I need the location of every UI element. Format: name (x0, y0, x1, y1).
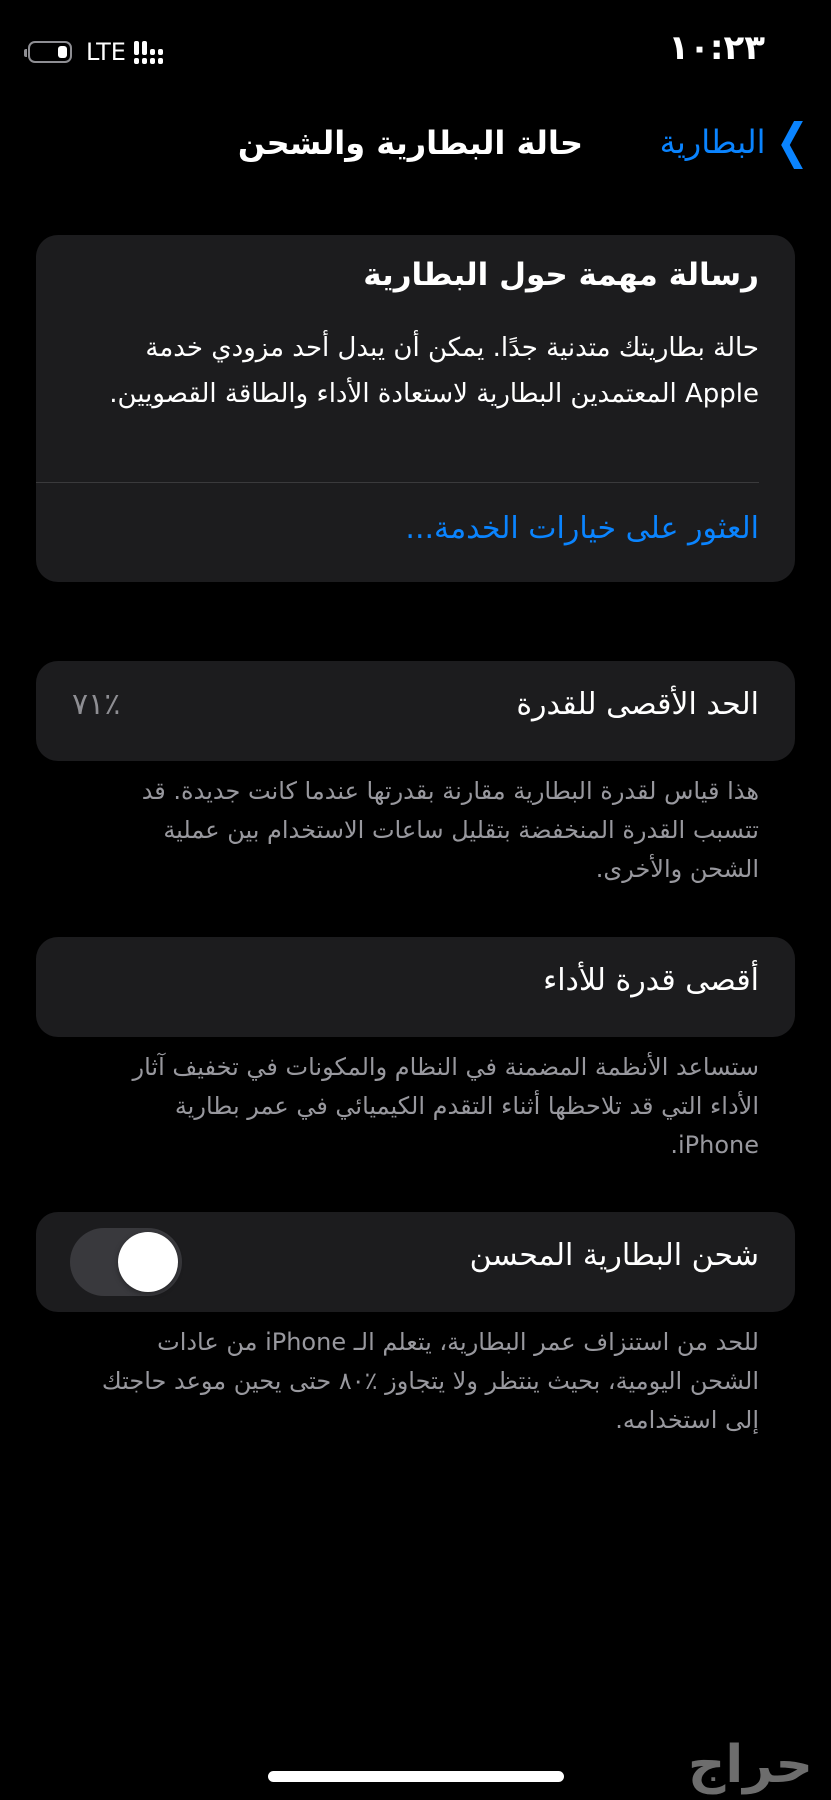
battery-icon (28, 41, 72, 63)
maximum-capacity-value: ٪٧١ (72, 687, 121, 722)
maximum-capacity-label: الحد الأقصى للقدرة (516, 687, 759, 722)
maximum-capacity-row (36, 661, 795, 761)
status-indicators (28, 38, 163, 66)
message-body: حالة بطاريتك متدنية جدًا. يمكن أن يبدل أحد مزودي خدمة Apple المعتمدين البطارية لاستعادة الأداء والطاقة القصويين. (109, 333, 759, 409)
divider (36, 482, 759, 483)
important-message-card (36, 235, 795, 582)
status-time: ١٠:٢٣ (668, 28, 765, 68)
haraj-watermark-logo: حراج (687, 1735, 813, 1795)
home-indicator[interactable] (268, 1771, 564, 1782)
battery-cap (24, 49, 27, 57)
peak-performance-row (36, 937, 795, 1037)
chevron-back-icon: ❯ (775, 114, 809, 170)
message-title: رسالة مهمة حول البطارية (363, 257, 759, 293)
signal-strength-icon (134, 40, 163, 64)
find-service-options-link[interactable]: العثور على خيارات الخدمة... (405, 511, 759, 546)
maximum-capacity-footer: هذا قياس لقدرة البطارية مقارنة بقدرتها عندما كانت جديدة. قد تتسبب القدرة المنخفضة بتقليل ساعات الاستخدام بين عملية الشحن والأخرى. (141, 777, 759, 883)
optimized-charging-toggle[interactable] (70, 1228, 182, 1296)
page-title: حالة البطارية والشحن (237, 124, 583, 162)
peak-performance-label: أقصى قدرة للأداء (543, 963, 759, 998)
back-label: البطارية (659, 123, 766, 161)
toggle-knob (118, 1232, 178, 1292)
optimized-charging-label: شحن البطارية المحسن (469, 1238, 759, 1273)
optimized-charging-row (36, 1212, 795, 1312)
status-bar (0, 0, 831, 100)
network-type: LTE (86, 38, 126, 66)
navigation-bar (0, 114, 831, 178)
battery-level (58, 46, 67, 58)
optimized-charging-footer: للحد من استنزاف عمر البطارية، يتعلم الـ iPhone من عادات الشحن اليومية، بحيث ينتظر ولا يتجاوز ٪٨٠ حتى يحين موعد حاجتك إلى استخدامه. (101, 1328, 759, 1434)
back-button[interactable] (659, 114, 809, 170)
peak-performance-footer: ستساعد الأنظمة المضمنة في النظام والمكونات في تخفيف آثار الأداء التي قد تلاحظها أثناء التقدم الكيميائي في عمر بطارية iPhone. (132, 1053, 759, 1159)
